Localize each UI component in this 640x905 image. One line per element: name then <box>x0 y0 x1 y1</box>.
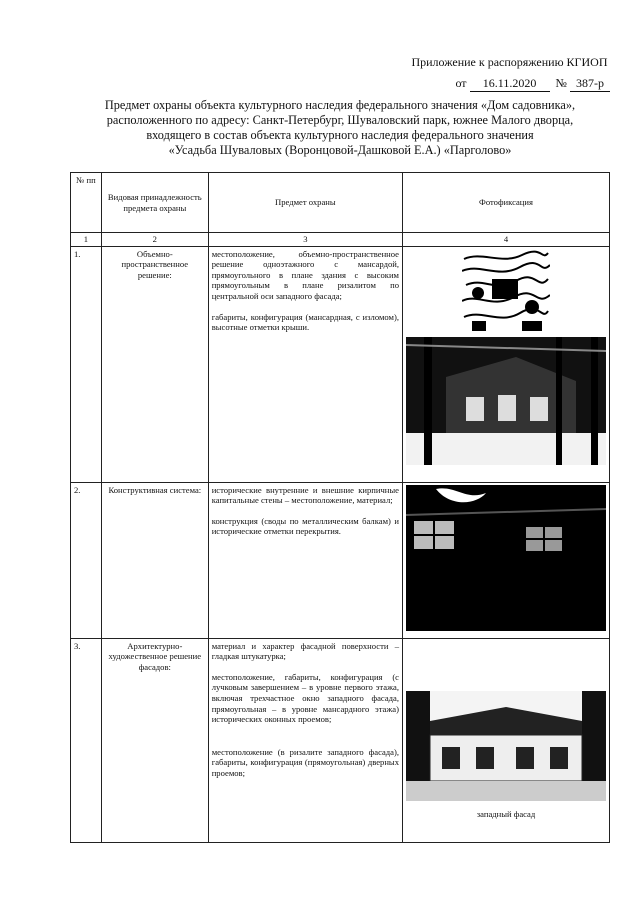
table-header-row <box>71 173 610 233</box>
row-photo-cell <box>403 482 610 638</box>
row-number: 3. <box>71 638 102 842</box>
number-prefix: № <box>555 76 567 90</box>
plan-drawing-image <box>462 249 550 333</box>
protection-subject-table <box>70 172 610 843</box>
photo-west-view-winter <box>406 337 606 465</box>
subject-paragraph: местоположение (в ризалите западного фасада), габариты, конфигурация (прямоугольная) дверных проемов; <box>211 746 399 778</box>
photo-caption: западный фасад <box>476 808 536 819</box>
col-number: 4 <box>403 233 610 247</box>
order-date: 16.11.2020 <box>470 76 550 92</box>
table-row <box>71 482 610 638</box>
header-photo: Фотофиксация <box>403 173 610 233</box>
row-category: Архитектурно-художественное решение фасадов: <box>101 638 208 842</box>
document-title <box>70 98 610 158</box>
row-subject <box>208 482 402 638</box>
title-line: Предмет охраны объекта культурного наследия федерального значения «Дом садовника», <box>104 98 576 112</box>
date-prefix: от <box>455 76 467 90</box>
row-photo-cell <box>403 638 610 842</box>
col-number: 3 <box>208 233 402 247</box>
appendix-title: Приложение к распоряжению КГИОП <box>411 55 608 69</box>
row-photo-cell <box>403 246 610 482</box>
order-date-number <box>411 76 610 92</box>
header-subject: Предмет охраны <box>208 173 402 233</box>
col-number: 1 <box>71 233 102 247</box>
row-number: 1. <box>71 246 102 482</box>
row-category: Объемно-пространственное решение: <box>101 246 208 482</box>
header-number: № пп <box>71 173 102 233</box>
order-number: 387-р <box>570 76 610 92</box>
subject-paragraph: местоположение, объемно-пространственное решение одноэтажного с мансардой, прямоугольного в плане здания с высоким прямоугольным в плане ризалитом по центральной оси западного фасада; <box>211 248 399 301</box>
photo-west-facade <box>406 691 606 801</box>
row-category: Конструктивная система: <box>101 482 208 638</box>
table-row <box>71 638 610 842</box>
subject-paragraph: материал и характер фасадной поверхности – гладкая штукатурка; <box>211 640 399 662</box>
header-category: Видовая принадлежность предмета охраны <box>101 173 208 233</box>
subject-paragraph: местоположение, габариты, конфигурация (с лучковым завершением – в уровне первого этажа, включая трехчастное окно западного фасада, прямоугольная – в уровне мансардного этажа) исторических оконных проемов; <box>211 671 399 725</box>
row-number: 2. <box>71 482 102 638</box>
row-subject <box>208 638 402 842</box>
subject-paragraph: исторические внутренние и внешние кирпичные капитальные стены – местоположение, материал; <box>211 484 399 506</box>
title-line: расположенного по адресу: Санкт-Петербург, Шуваловский парк, южнее Малого дворца, <box>106 113 574 127</box>
title-line: «Усадьба Шуваловых (Воронцовой-Дашковой Е.А.) «Парголово» <box>168 143 512 157</box>
table-row <box>71 246 610 482</box>
row-subject <box>208 246 402 482</box>
subject-paragraph: конструкция (своды по металлическим балкам) и исторические отметки перекрытия. <box>211 515 399 537</box>
subject-paragraph: габариты, конфигурация (мансардная, с изломом), высотные отметки крыши. <box>211 311 399 333</box>
photo-interior-vaults <box>406 485 606 631</box>
column-numbers-row <box>71 233 610 247</box>
appendix-header <box>411 55 610 92</box>
col-number: 2 <box>101 233 208 247</box>
title-line: входящего в состав объекта культурного наследия федерального значения <box>146 128 534 142</box>
